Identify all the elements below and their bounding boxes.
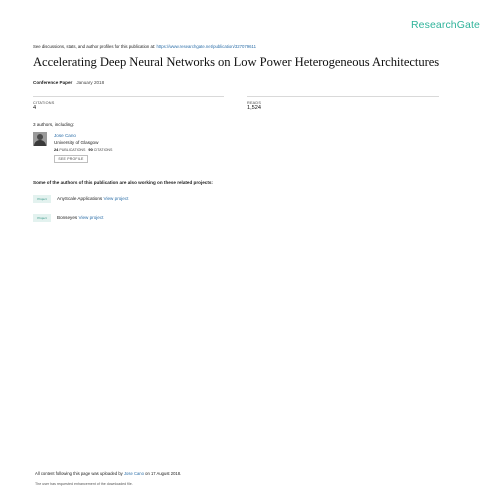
- author-publications-label: PUBLICATIONS: [59, 148, 86, 152]
- author-institution: University of Glasgow: [54, 140, 99, 145]
- enhancement-note: The user has requested enhancement of the downloaded file.: [35, 482, 133, 486]
- researchgate-logo[interactable]: ResearchGate: [411, 19, 480, 31]
- view-project-link[interactable]: View project: [103, 196, 129, 201]
- related-projects-heading: Some of the authors of this publication are also working on these related projects:: [33, 180, 213, 185]
- discussion-line: [33, 44, 256, 49]
- authors-heading: 3 authors, including:: [33, 122, 75, 127]
- author-publications-count: 24: [54, 147, 59, 152]
- citations-value: 4: [33, 105, 37, 111]
- project-name: AnyScale Applications: [57, 196, 103, 201]
- avatar-shoulders-shape: [34, 140, 46, 146]
- project-name: Bonseyes: [57, 215, 78, 220]
- publication-link[interactable]: https://www.researchgate.net/publication/327079611: [156, 44, 257, 49]
- author-citations-label: CITATIONS: [93, 148, 113, 152]
- citations-label: CITATIONS: [33, 101, 55, 105]
- reads-label: READS: [247, 101, 262, 105]
- project-badge-icon: Project: [33, 195, 51, 203]
- paper-date: January 2018: [76, 80, 105, 85]
- project-item: [57, 215, 103, 220]
- upload-notice: [35, 471, 181, 476]
- project-item: [57, 196, 128, 201]
- author-name-link[interactable]: Jose Cano: [54, 133, 76, 138]
- project-badge-icon: Project: [33, 214, 51, 222]
- author-stats: [54, 147, 112, 152]
- author-citations-count: 90: [88, 147, 93, 152]
- stats-divider-right: [247, 96, 439, 97]
- paper-meta: [33, 80, 104, 85]
- discussion-prefix: See discussions, stats, and author profiles for this publication at:: [33, 44, 157, 49]
- stats-divider-left: [33, 96, 224, 97]
- see-profile-button[interactable]: SEE PROFILE: [54, 155, 88, 163]
- upload-prefix: All content following this page was uploaded by: [35, 471, 124, 476]
- upload-suffix: on 17 August 2018.: [143, 471, 182, 476]
- author-avatar[interactable]: [33, 132, 47, 146]
- view-project-link[interactable]: View project: [78, 215, 104, 220]
- reads-value: 1,524: [247, 105, 261, 111]
- paper-type: Conference Paper: [33, 80, 73, 85]
- uploader-link[interactable]: Jose Cano: [123, 471, 144, 476]
- paper-title: Accelerating Deep Neural Networks on Low Power Heterogeneous Architectures: [33, 55, 440, 69]
